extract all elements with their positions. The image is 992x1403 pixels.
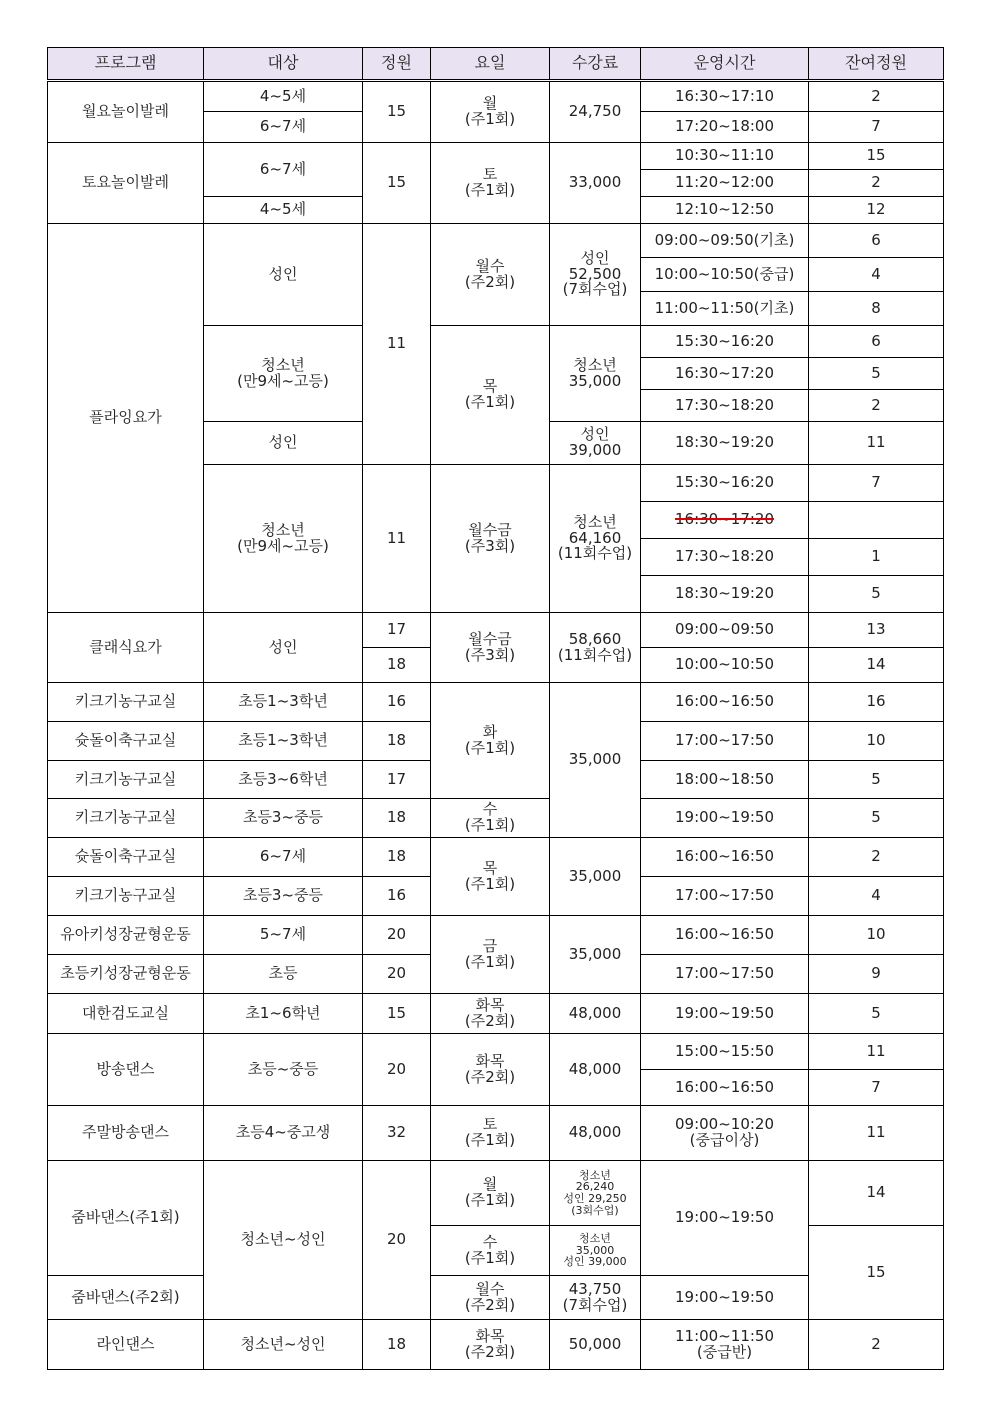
program-cell: 키크기농구교실 xyxy=(48,877,204,916)
time-cell: 16:00~16:50 xyxy=(641,683,809,722)
remaining-cell xyxy=(809,502,944,539)
remaining-cell: 5 xyxy=(809,576,944,613)
time-cell: 16:00~16:50 xyxy=(641,916,809,955)
time-cell: 17:00~17:50 xyxy=(641,955,809,994)
capacity-cell: 16 xyxy=(363,683,431,722)
table-row xyxy=(48,224,944,258)
fee-cell: 24,750 xyxy=(550,81,641,143)
time-cell: 12:10~12:50 xyxy=(641,197,809,224)
remaining-cell: 11 xyxy=(809,422,944,465)
time-cell: 18:30~19:20 xyxy=(641,576,809,613)
remaining-cell: 5 xyxy=(809,994,944,1034)
target-cell: 초등3~6학년 xyxy=(204,761,363,799)
capacity-cell: 18 xyxy=(363,648,431,683)
header-time: 운영시간 xyxy=(641,48,809,81)
remaining-cell: 7 xyxy=(809,1070,944,1106)
target-cell: 청소년~성인 xyxy=(204,1161,363,1320)
target-cell: 초등~중등 xyxy=(204,1034,363,1106)
remaining-cell: 10 xyxy=(809,916,944,955)
program-cell: 슛돌이축구교실 xyxy=(48,838,204,877)
table-row xyxy=(48,143,944,170)
capacity-cell: 20 xyxy=(363,1034,431,1106)
header-target: 대상 xyxy=(204,48,363,81)
remaining-cell: 10 xyxy=(809,722,944,761)
remaining-cell: 11 xyxy=(809,1034,944,1070)
time-cell: 10:30~11:10 xyxy=(641,143,809,170)
day-cell: 월수금 (주3회) xyxy=(431,613,550,683)
time-cell: 09:00~09:50 xyxy=(641,613,809,648)
program-cell: 대한검도교실 xyxy=(48,994,204,1034)
program-cell: 플라잉요가 xyxy=(48,224,204,613)
target-cell: 초등 xyxy=(204,955,363,994)
target-cell: 성인 xyxy=(204,224,363,326)
fee-cell: 성인 39,000 xyxy=(550,422,641,465)
time-cell: 18:00~18:50 xyxy=(641,761,809,799)
remaining-cell: 12 xyxy=(809,197,944,224)
time-cell: 19:00~19:50 xyxy=(641,1161,809,1276)
day-cell: 월수 (주2회) xyxy=(431,224,550,326)
target-cell: 4~5세 xyxy=(204,197,363,224)
remaining-cell: 2 xyxy=(809,1320,944,1370)
program-cell: 월요놀이발레 xyxy=(48,81,204,143)
fee-cell: 청소년 35,000 xyxy=(550,326,641,422)
remaining-cell: 9 xyxy=(809,955,944,994)
time-cell: 19:00~19:50 xyxy=(641,994,809,1034)
program-schedule-table xyxy=(47,47,944,1370)
remaining-cell: 5 xyxy=(809,799,944,838)
table-row xyxy=(48,838,944,877)
program-cell: 라인댄스 xyxy=(48,1320,204,1370)
remaining-cell: 8 xyxy=(809,292,944,326)
target-cell: 6~7세 xyxy=(204,838,363,877)
target-cell: 초등3~중등 xyxy=(204,877,363,916)
header-row xyxy=(48,48,944,81)
remaining-cell: 4 xyxy=(809,258,944,292)
remaining-cell: 2 xyxy=(809,390,944,422)
table-row xyxy=(48,916,944,955)
capacity-cell: 15 xyxy=(363,994,431,1034)
day-cell: 월수금 (주3회) xyxy=(431,465,550,613)
capacity-cell: 17 xyxy=(363,613,431,648)
remaining-cell: 7 xyxy=(809,465,944,502)
time-cell: 10:00~10:50 xyxy=(641,648,809,683)
day-cell: 토 (주1회) xyxy=(431,1106,550,1161)
day-cell: 화목 (주2회) xyxy=(431,1320,550,1370)
target-cell: 청소년~성인 xyxy=(204,1320,363,1370)
remaining-cell: 15 xyxy=(809,143,944,170)
time-cell: 16:30~17:20 xyxy=(641,358,809,390)
capacity-cell: 20 xyxy=(363,916,431,955)
fee-cell: 35,000 xyxy=(550,838,641,916)
day-cell: 수 (주1회) xyxy=(431,799,550,838)
capacity-cell: 17 xyxy=(363,761,431,799)
target-cell: 초등3~중등 xyxy=(204,799,363,838)
time-cell: 09:00~09:50(기초) xyxy=(641,224,809,258)
fee-cell: 33,000 xyxy=(550,143,641,224)
program-cell: 클래식요가 xyxy=(48,613,204,683)
time-cell: 17:30~18:20 xyxy=(641,539,809,576)
day-cell: 화 (주1회) xyxy=(431,683,550,799)
remaining-cell: 11 xyxy=(809,1106,944,1161)
capacity-cell: 18 xyxy=(363,1320,431,1370)
fee-cell: 성인 52,500 (7회수업) xyxy=(550,224,641,326)
time-cell: 18:30~19:20 xyxy=(641,422,809,465)
time-cell: 11:20~12:00 xyxy=(641,170,809,197)
header-program: 프로그램 xyxy=(48,48,204,81)
fee-cell: 48,000 xyxy=(550,1106,641,1161)
program-cell: 줌바댄스(주1회) xyxy=(48,1161,204,1276)
day-cell: 토 (주1회) xyxy=(431,143,550,224)
day-cell: 월 (주1회) xyxy=(431,1161,550,1226)
remaining-cell: 6 xyxy=(809,326,944,358)
target-cell: 6~7세 xyxy=(204,112,363,143)
table-row xyxy=(48,994,944,1034)
capacity-cell: 20 xyxy=(363,1161,431,1320)
remaining-cell: 14 xyxy=(809,1161,944,1226)
table-row xyxy=(48,1106,944,1161)
fee-cell: 48,000 xyxy=(550,1034,641,1106)
fee-cell: 청소년 64,160 (11회수업) xyxy=(550,465,641,613)
day-cell: 목 (주1회) xyxy=(431,838,550,916)
program-cell: 주말방송댄스 xyxy=(48,1106,204,1161)
target-cell: 성인 xyxy=(204,613,363,683)
time-cell: 17:30~18:20 xyxy=(641,390,809,422)
fee-cell: 48,000 xyxy=(550,994,641,1034)
time-cell: 10:00~10:50(중급) xyxy=(641,258,809,292)
capacity-cell: 11 xyxy=(363,465,431,613)
program-cell: 키크기농구교실 xyxy=(48,683,204,722)
time-cell: 19:00~19:50 xyxy=(641,799,809,838)
target-cell: 5~7세 xyxy=(204,916,363,955)
capacity-cell: 16 xyxy=(363,877,431,916)
fee-cell: 35,000 xyxy=(550,683,641,838)
capacity-cell: 18 xyxy=(363,838,431,877)
program-cell: 초등키성장균형운동 xyxy=(48,955,204,994)
target-cell: 초등4~중고생 xyxy=(204,1106,363,1161)
fee-cell: 43,750 (7회수업) xyxy=(550,1276,641,1320)
program-cell: 키크기농구교실 xyxy=(48,761,204,799)
time-cell-cancelled xyxy=(641,502,809,539)
remaining-cell: 1 xyxy=(809,539,944,576)
remaining-cell: 5 xyxy=(809,358,944,390)
time-cell: 09:00~10:20 (중급이상) xyxy=(641,1106,809,1161)
remaining-cell: 14 xyxy=(809,648,944,683)
time-cell: 15:30~16:20 xyxy=(641,326,809,358)
remaining-cell: 2 xyxy=(809,838,944,877)
fee-cell: 35,000 xyxy=(550,916,641,994)
time-cell: 17:20~18:00 xyxy=(641,112,809,143)
target-cell: 청소년 (만9세~고등) xyxy=(204,326,363,422)
day-cell: 목 (주1회) xyxy=(431,326,550,465)
capacity-cell: 32 xyxy=(363,1106,431,1161)
capacity-cell: 15 xyxy=(363,81,431,143)
program-cell: 키크기농구교실 xyxy=(48,799,204,838)
program-cell: 줌바댄스(주2회) xyxy=(48,1276,204,1320)
time-cell: 11:00~11:50(기초) xyxy=(641,292,809,326)
day-cell: 화목 (주2회) xyxy=(431,994,550,1034)
remaining-cell: 13 xyxy=(809,613,944,648)
target-cell: 초등1~3학년 xyxy=(204,722,363,761)
table-row xyxy=(48,799,944,838)
remaining-cell: 2 xyxy=(809,170,944,197)
target-cell: 초등1~3학년 xyxy=(204,683,363,722)
day-cell: 화목 (주2회) xyxy=(431,1034,550,1106)
time-cell: 17:00~17:50 xyxy=(641,722,809,761)
time-cell: 15:30~16:20 xyxy=(641,465,809,502)
remaining-cell: 4 xyxy=(809,877,944,916)
day-cell: 월수 (주2회) xyxy=(431,1276,550,1320)
program-cell: 슛돌이축구교실 xyxy=(48,722,204,761)
time-cell: 15:00~15:50 xyxy=(641,1034,809,1070)
target-cell: 청소년 (만9세~고등) xyxy=(204,465,363,613)
table-row xyxy=(48,613,944,648)
time-cell: 11:00~11:50 (중급반) xyxy=(641,1320,809,1370)
target-cell: 6~7세 xyxy=(204,143,363,197)
table-row xyxy=(48,1320,944,1370)
target-cell: 4~5세 xyxy=(204,81,363,112)
table-row xyxy=(48,1034,944,1070)
time-cell: 16:30~17:10 xyxy=(641,81,809,112)
fee-cell: 청소년 35,000 성인 39,000 xyxy=(550,1226,641,1276)
capacity-cell: 11 xyxy=(363,224,431,465)
capacity-cell: 15 xyxy=(363,143,431,224)
table-row xyxy=(48,683,944,722)
time-cell: 17:00~17:50 xyxy=(641,877,809,916)
day-cell: 금 (주1회) xyxy=(431,916,550,994)
fee-cell: 50,000 xyxy=(550,1320,641,1370)
program-cell: 토요놀이발레 xyxy=(48,143,204,224)
header-fee: 수강료 xyxy=(550,48,641,81)
header-day: 요일 xyxy=(431,48,550,81)
remaining-cell: 16 xyxy=(809,683,944,722)
capacity-cell: 20 xyxy=(363,955,431,994)
time-cell: 16:00~16:50 xyxy=(641,838,809,877)
remaining-cell: 7 xyxy=(809,112,944,143)
target-cell: 성인 xyxy=(204,422,363,465)
target-cell: 초1~6학년 xyxy=(204,994,363,1034)
fee-cell: 58,660 (11회수업) xyxy=(550,613,641,683)
day-cell: 월 (주1회) xyxy=(431,81,550,143)
capacity-cell: 18 xyxy=(363,799,431,838)
day-cell: 수 (주1회) xyxy=(431,1226,550,1276)
time-cell: 19:00~19:50 xyxy=(641,1276,809,1320)
remaining-cell: 15 xyxy=(809,1226,944,1320)
program-cell: 유아키성장균형운동 xyxy=(48,916,204,955)
fee-cell: 청소년 26,240 성인 29,250 (3회수업) xyxy=(550,1161,641,1226)
header-capacity: 정원 xyxy=(363,48,431,81)
capacity-cell: 18 xyxy=(363,722,431,761)
remaining-cell: 5 xyxy=(809,761,944,799)
struck-time: 16:30~17:20 xyxy=(674,510,775,529)
table-row xyxy=(48,1161,944,1226)
remaining-cell: 6 xyxy=(809,224,944,258)
remaining-cell: 2 xyxy=(809,81,944,112)
header-remaining: 잔여정원 xyxy=(809,48,944,81)
time-cell: 16:00~16:50 xyxy=(641,1070,809,1106)
program-cell: 방송댄스 xyxy=(48,1034,204,1106)
table-row xyxy=(48,81,944,112)
